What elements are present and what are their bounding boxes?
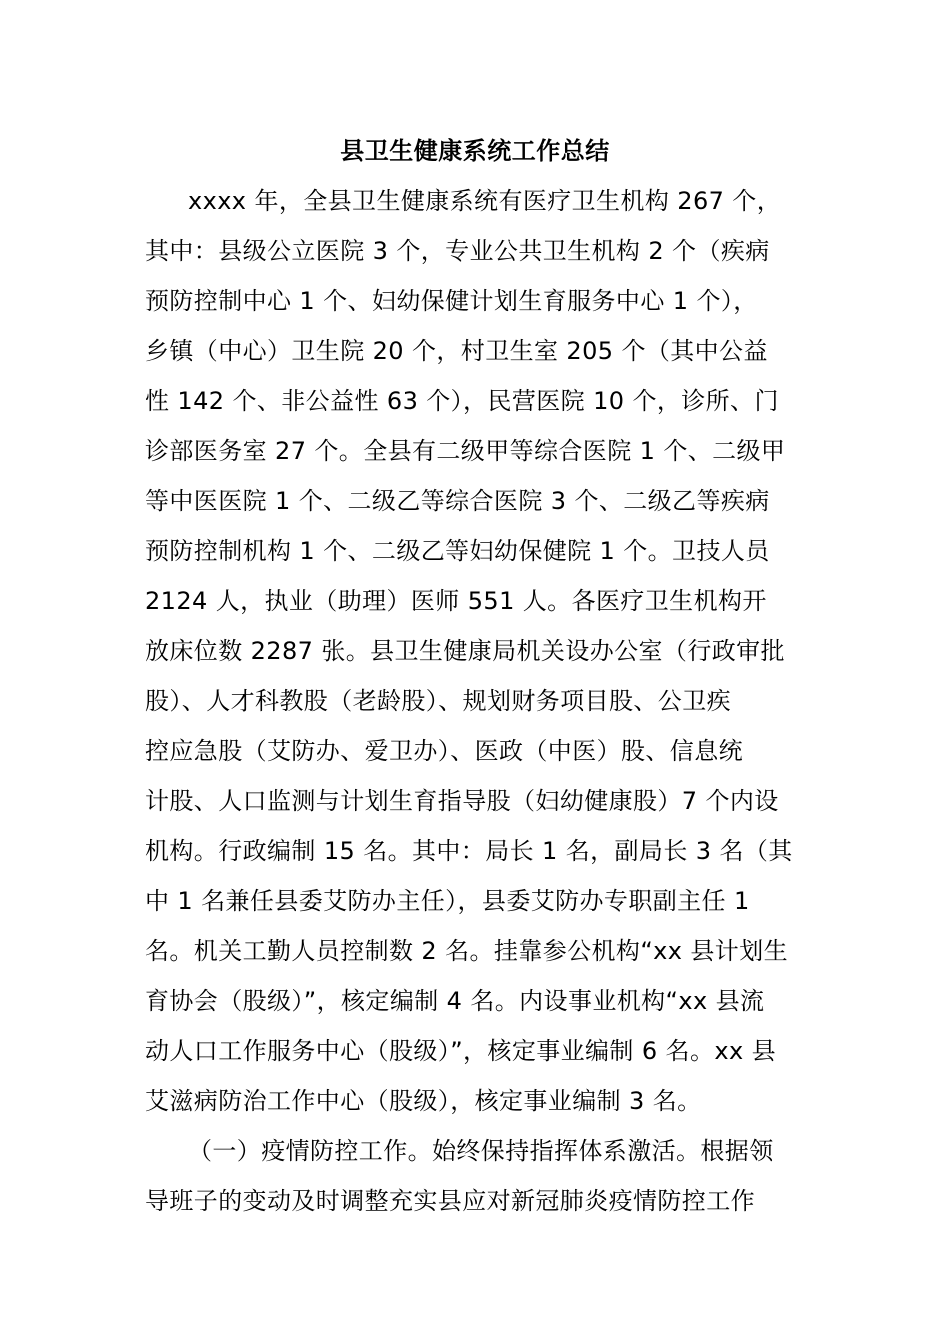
paragraph-line: （一）疫情防控工作。始终保持指挥体系激活。根据领: [188, 1137, 774, 1165]
paragraph-line: xxxx 年，全县卫生健康系统有医疗卫生机构 267 个，: [188, 187, 782, 215]
paragraph-line: 2124 人，执业（助理）医师 551 人。各医疗卫生机构开: [145, 587, 767, 615]
paragraph-line: 诊部医务室 27 个。全县有二级甲等综合医院 1 个、二级甲: [145, 437, 786, 465]
paragraph-line: 育协会（股级）”，核定编制 4 名。内设事业机构“xx 县流: [145, 987, 765, 1015]
paragraph-line: 计股、人口监测与计划生育指导股（妇幼健康股）7 个内设: [145, 787, 779, 815]
paragraph-line: 预防控制机构 1 个、二级乙等妇幼保健院 1 个。卫技人员: [145, 537, 770, 565]
paragraph-line: 等中医医院 1 个、二级乙等综合医院 3 个、二级乙等疾病: [145, 487, 770, 515]
paragraph-line: 股）、人才科教股（老龄股）、规划财务项目股、公卫疾: [145, 687, 731, 715]
paragraph-line: 预防控制中心 1 个、妇幼保健计划生育服务中心 1 个），: [145, 287, 758, 315]
paragraph-line: 放床位数 2287 张。县卫生健康局机关设办公室（行政审批: [145, 637, 785, 665]
paragraph-line: 艾滋病防治工作中心（股级），核定事业编制 3 名。: [145, 1087, 702, 1115]
document-title: 县卫生健康系统工作总结: [340, 137, 610, 165]
paragraph-line: 中 1 名兼任县委艾防办主任），县委艾防办专职副主任 1: [145, 887, 750, 915]
paragraph-line: 性 142 个、非公益性 63 个），民营医院 10 个，诊所、门: [145, 387, 779, 415]
paragraph-line: 导班子的变动及时调整充实县应对新冠肺炎疫情防控工作: [145, 1187, 755, 1215]
paragraph-line: 名。机关工勤人员控制数 2 名。挂靠参公机构“xx 县计划生: [145, 937, 788, 965]
paragraph-line: 乡镇（中心）卫生院 20 个，村卫生室 205 个（其中公益: [145, 337, 768, 365]
paragraph-line: 机构。行政编制 15 名。其中：局长 1 名，副局长 3 名（其: [145, 837, 793, 865]
paragraph-line: 其中：县级公立医院 3 个，专业公共卫生机构 2 个（疾病: [145, 237, 770, 265]
paragraph-line: 控应急股（艾防办、爱卫办）、医政（中医）股、信息统: [145, 737, 743, 765]
paragraph-line: 动人口工作服务中心（股级）”，核定事业编制 6 名。xx 县: [145, 1037, 776, 1065]
